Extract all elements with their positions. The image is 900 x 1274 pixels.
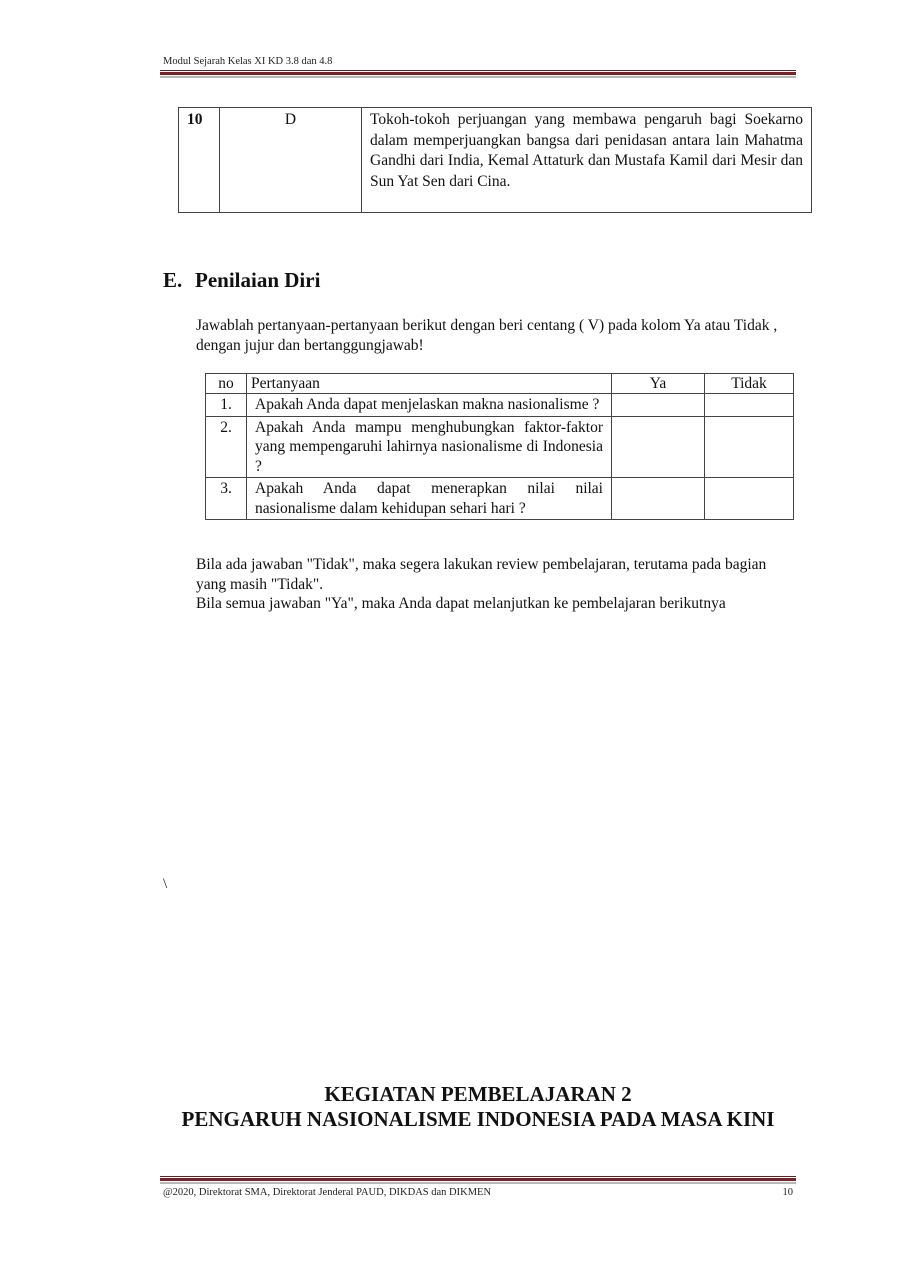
header-no-answer: Tidak [705,374,794,394]
header-rule [160,70,796,78]
answer-key-table [178,107,812,213]
self-assessment-table [205,373,794,520]
stray-mark: \ [163,876,168,892]
row-number: 2. [206,416,247,478]
answer-key: D [220,108,362,213]
answer-number: 10 [179,108,220,213]
header-question: Pertanyaan [247,374,612,394]
no-answer-cell[interactable] [705,394,794,417]
row-question: Apakah Anda dapat menjelaskan makna nasionalisme ? [247,394,612,417]
footer-copyright: @2020, Direktorat SMA, Direktorat Jenderal PAUD, DIKDAS dan DIKMEN [163,1187,492,1198]
row-number: 1. [206,394,247,417]
section-heading [163,268,320,293]
row-number: 3. [206,478,247,520]
activity-title: KEGIATAN PEMBELAJARAN 2 [324,1082,632,1106]
section-title: Penilaian Diri [195,268,321,292]
no-answer-cell[interactable] [705,478,794,520]
table-row [179,108,812,213]
yes-cell[interactable] [612,416,705,478]
instruction-text: Jawablah pertanyaan-pertanyaan berikut dengan beri centang ( V) pada kolom Ya atau Tidak , dengan jujur dan bertanggungjawab! [196,317,778,354]
activity-subtitle: PENGARUH NASIONALISME INDONESIA PADA MASA KINI [181,1107,775,1131]
footer-rule [160,1176,796,1184]
answer-explanation: Tokoh-tokoh perjuangan yang membawa pengaruh bagi Soekarno dalam memperjuangkan bangsa dari penidasan antara lain Mahatma Gandhi dari India, Kemal Attaturk dan Mustafa Kamil dari Mesir dan Sun Yat Sen dari Cina. [362,108,812,213]
table-row [206,478,794,520]
header-no: no [206,374,247,394]
yes-cell[interactable] [612,478,705,520]
closing-text-1: Bila ada jawaban "Tidak", maka segera lakukan review pembelajaran, terutama pada bagian yang masih "Tidak". [196,556,767,593]
section-letter: E. [163,268,183,292]
table-row [206,394,794,417]
page-number: 10 [782,1187,793,1198]
closing-text-2: Bila semua jawaban "Ya", maka Anda dapat melanjutkan ke pembelajaran berikutnya [196,595,726,612]
header-yes: Ya [612,374,705,394]
no-answer-cell[interactable] [705,416,794,478]
yes-cell[interactable] [612,394,705,417]
table-header-row [206,374,794,394]
table-row [206,416,794,478]
running-header: Modul Sejarah Kelas XI KD 3.8 dan 4.8 [163,56,333,67]
row-question: Apakah Anda mampu menghubungkan faktor-faktor yang mempengaruhi lahirnya nasionalisme di Indonesia ? [247,416,612,478]
row-question: Apakah Anda dapat menerapkan nilai nilai nasionalisme dalam kehidupan sehari hari ? [247,478,612,520]
